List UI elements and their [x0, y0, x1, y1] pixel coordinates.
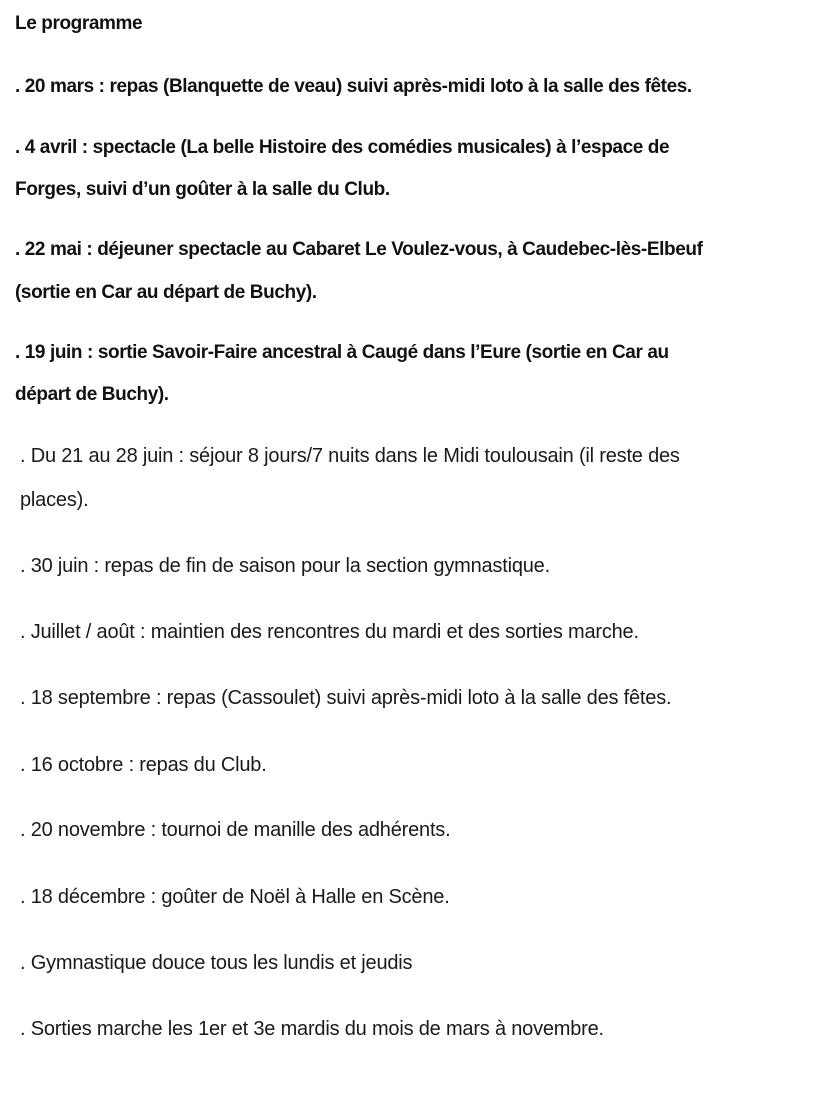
program-item-20-mars: . 20 mars : repas (Blanquette de veau) suivi après-midi loto à la salle des fêtes. [15, 76, 692, 97]
program-item-sejour-line-1: . Du 21 au 28 juin : séjour 8 jours/7 nuits dans le Midi toulousain (il reste des [20, 445, 680, 467]
program-item-22-mai-line-2: (sortie en Car au départ de Buchy). [15, 282, 317, 303]
program-item-20-novembre: . 20 novembre : tournoi de manille des adhérents. [20, 819, 451, 841]
program-item-19-juin-line-1: . 19 juin : sortie Savoir-Faire ancestral à Caugé dans l’Eure (sortie en Car au [15, 342, 669, 363]
program-item-18-septembre: . 18 septembre : repas (Cassoulet) suivi après-midi loto à la salle des fêtes. [20, 687, 672, 709]
program-item-30-juin: . 30 juin : repas de fin de saison pour la section gymnastique. [20, 555, 550, 577]
program-item-sorties-marche: . Sorties marche les 1er et 3e mardis du mois de mars à novembre. [20, 1018, 604, 1040]
program-title: Le programme [15, 13, 143, 34]
program-item-19-juin-line-2: départ de Buchy). [15, 384, 169, 405]
program-item-gymnastique: . Gymnastique douce tous les lundis et jeudis [20, 952, 413, 974]
program-item-sejour-line-2: places). [20, 489, 89, 511]
program-item-juillet-aout: . Juillet / août : maintien des rencontres du mardi et des sorties marche. [20, 621, 639, 643]
program-item-22-mai-line-1: . 22 mai : déjeuner spectacle au Cabaret Le Voulez-vous, à Caudebec-lès-Elbeuf [15, 239, 703, 260]
program-item-16-octobre: . 16 octobre : repas du Club. [20, 754, 267, 776]
program-item-18-decembre: . 18 décembre : goûter de Noël à Halle en Scène. [20, 886, 450, 908]
program-item-4-avril-line-1: . 4 avril : spectacle (La belle Histoire des comédies musicales) à l’espace de [15, 137, 670, 158]
program-item-4-avril-line-2: Forges, suivi d’un goûter à la salle du Club. [15, 179, 390, 200]
